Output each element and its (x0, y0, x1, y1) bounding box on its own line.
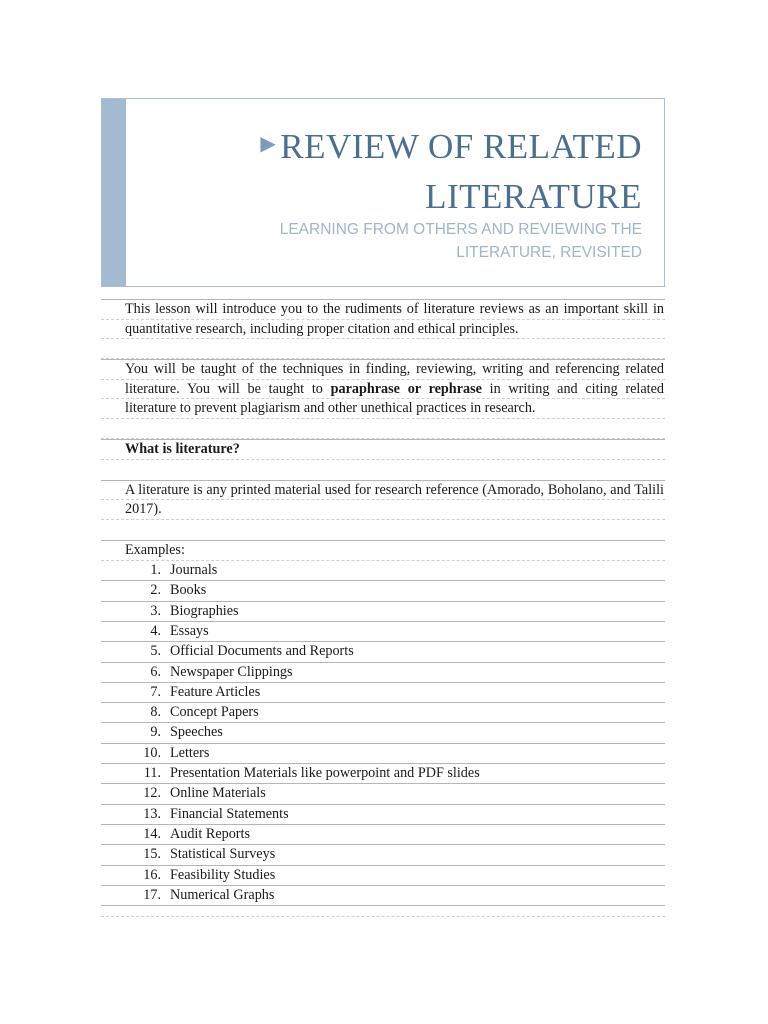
list-item (101, 744, 665, 764)
list-item-number: 8. (150, 704, 161, 721)
subtitle-line-2: LITERATURE, REVISITED (456, 244, 642, 261)
list-item-label: Newspaper Clippings (170, 663, 293, 680)
list-item-number: 9. (150, 724, 161, 741)
definition-block (101, 480, 665, 520)
page-title (162, 119, 642, 222)
list-item-number: 17. (143, 886, 161, 903)
title-box (101, 98, 665, 287)
list-item-label: Biographies (170, 602, 239, 619)
list-item-label: Feasibility Studies (170, 866, 276, 883)
list-item (101, 561, 665, 581)
examples-list (101, 561, 665, 906)
list-item-label: Financial Statements (170, 805, 289, 822)
list-item (101, 622, 665, 642)
list-item-number: 16. (143, 866, 161, 883)
list-item-label: Presentation Materials like powerpoint and PDF slides (170, 765, 480, 782)
list-item-number: 15. (143, 846, 161, 863)
list-item (101, 805, 665, 825)
list-item-label: Numerical Graphs (170, 886, 275, 903)
techniques-bold-phrase: paraphrase or rephrase (330, 380, 482, 397)
list-item (101, 825, 665, 845)
techniques-text-after: in writing and citing related literature to prevent plagiarism and other unethical practices in research. (125, 380, 665, 417)
definition-paragraph: A literature is any printed material used for research reference (Amorado, Boholano, and Talili 2017). (125, 481, 664, 518)
question-heading: What is literature? (125, 440, 240, 457)
intro-block (101, 299, 665, 339)
list-item (101, 764, 665, 784)
subtitle-line-1: LEARNING FROM OTHERS AND REVIEWING THE (279, 221, 642, 238)
list-item-number: 6. (150, 663, 161, 680)
techniques-text-before: You will be taught of the techniques in finding, reviewing, writing and referencing related literature. You will be taught to (125, 361, 664, 397)
list-item-label: Concept Papers (170, 704, 259, 721)
page-subtitle (202, 218, 642, 264)
list-item (101, 866, 665, 886)
title-line-1: REVIEW OF RELATED (280, 127, 642, 166)
question-block (101, 439, 665, 460)
list-item-label: Essays (170, 622, 209, 639)
list-item (101, 602, 665, 622)
intro-paragraph: This lesson will introduce you to the rudiments of literature reviews as an important skill in quantitative research, including proper citation and ethical principles. (125, 301, 664, 337)
examples-label: Examples: (101, 541, 665, 561)
list-item-label: Online Materials (170, 785, 266, 802)
list-item (101, 683, 665, 703)
techniques-paragraph (101, 360, 665, 419)
list-item-number: 10. (143, 744, 161, 761)
list-item-number: 3. (150, 602, 161, 619)
list-item (101, 663, 665, 683)
list-item (101, 642, 665, 662)
list-item-number: 5. (150, 643, 161, 660)
list-item-number: 1. (150, 562, 161, 579)
accent-bar (102, 99, 126, 286)
list-item-number: 12. (143, 785, 161, 802)
triangle-arrow-icon: ▶ (260, 133, 277, 155)
title-line-2: LITERATURE (425, 177, 642, 216)
list-item-label: Official Documents and Reports (170, 643, 354, 660)
list-item-label: Letters (170, 744, 210, 761)
techniques-block (101, 359, 665, 419)
list-item (101, 581, 665, 601)
list-item-label: Journals (170, 562, 218, 579)
list-item-label: Statistical Surveys (170, 846, 276, 863)
list-item (101, 723, 665, 743)
list-item-number: 7. (150, 683, 161, 700)
list-item-number: 2. (150, 582, 161, 599)
list-item-number: 11. (143, 765, 161, 782)
list-item (101, 886, 665, 906)
lesson-content (101, 299, 665, 917)
list-item-label: Feature Articles (170, 683, 261, 700)
examples-block (101, 540, 665, 917)
list-item (101, 784, 665, 804)
list-item-label: Books (170, 582, 207, 599)
list-item (101, 845, 665, 865)
list-item-number: 14. (143, 825, 161, 842)
list-item (101, 703, 665, 723)
list-item-label: Speeches (170, 724, 223, 741)
list-item-label: Audit Reports (170, 825, 250, 842)
list-item-number: 13. (143, 805, 161, 822)
list-item-number: 4. (150, 622, 161, 639)
